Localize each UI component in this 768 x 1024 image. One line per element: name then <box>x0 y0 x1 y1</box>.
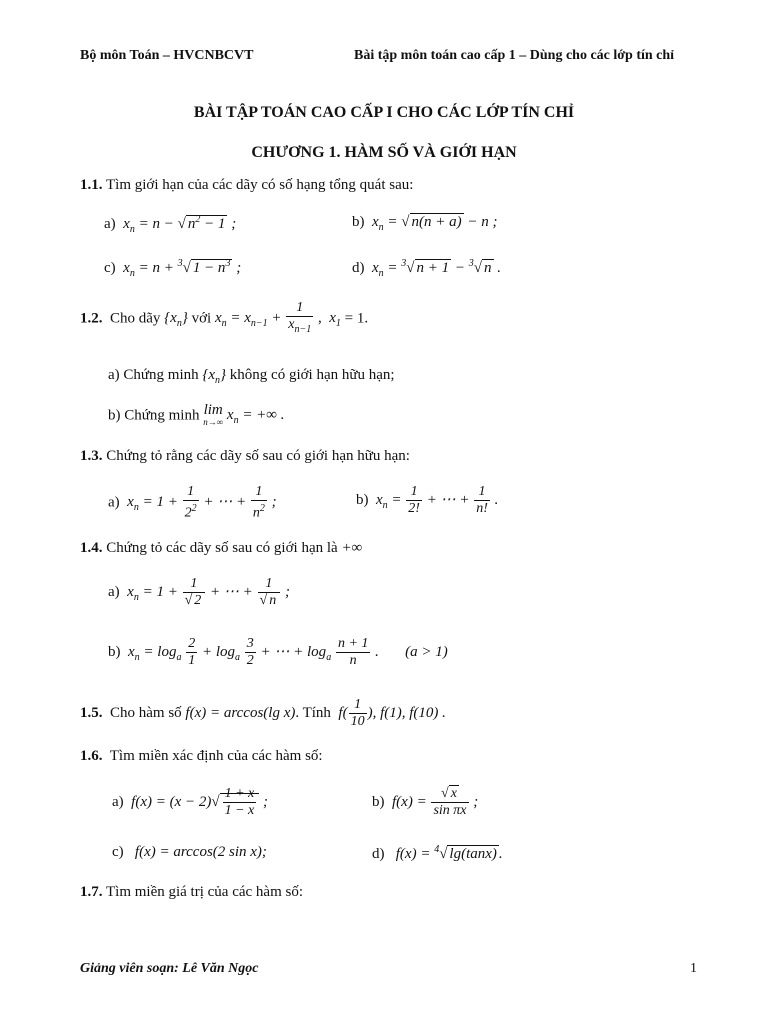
exercise-number: 1.4. <box>80 540 103 556</box>
header-left: Bộ môn Toán – HVCNBCVT <box>80 48 254 63</box>
exercise-1-4-a: a) $x_n = 1$ + $\frac{1}{√ 2}$ + ⋯ + $\frac{1}{√ n}$ ; <box>108 576 290 608</box>
exercise-1-6-d: d) f(x) = $^4$√ lg(tanx) . <box>372 844 503 862</box>
item-label: d) <box>352 260 365 276</box>
page-number: 1 <box>690 961 697 976</box>
exercise-text: Tìm miền xác định của các hàm số: <box>109 748 323 764</box>
exercise-number: 1.3. <box>80 448 103 464</box>
exercise-1-1-a: a) $x_n = n$ − √ $n^2 - 1$ ; <box>104 214 237 235</box>
item-label: a) <box>104 216 116 232</box>
exercise-1-2-a: a) Chứng minh $\{x_n\}$ không có giới hạn hữu hạn; <box>108 367 395 386</box>
exercise-1-1 <box>80 177 413 194</box>
item-label: b) <box>352 214 365 230</box>
exercise-text: Tìm giới hạn của các dãy có số hạng tổng quát sau: <box>105 177 414 193</box>
exercise-text: Cho hàm số <box>110 704 182 721</box>
exercise-1-6-b: b) f(x) = $\frac{√ x}{\text{sin πx}}$ ; <box>372 786 479 818</box>
exercise-text: Chứng tỏ các dãy số sau có giới hạn là <box>106 540 338 556</box>
item-label: a) <box>112 793 124 810</box>
exercise-1-3 <box>80 448 410 465</box>
exercise-1-4-b: b) $x_n = \log_a$ $\frac{2}{1}$ + $\log_a$ $\frac{3}{2}$ + ⋯ + $\log_a$ $\frac{n + 1}{n}$ . (a > 1) <box>108 636 448 668</box>
exercise-number: 1.7. <box>80 884 103 900</box>
item-label: c) <box>104 260 116 276</box>
exercise-number: 1.2. <box>80 310 103 327</box>
exercise-text: . Tính <box>295 704 331 721</box>
exercise-text: với <box>191 310 212 327</box>
page-title: BÀI TẬP TOÁN CAO CẤP I CHO CÁC LỚP TÍN CHỈ <box>193 104 575 121</box>
exercise-number: 1.1. <box>80 177 103 193</box>
exercise-1-6-c: c) f(x) = arccos(2 sin x); <box>112 844 267 860</box>
item-label: b) <box>356 491 369 508</box>
chapter-title: CHƯƠNG 1. HÀM SỐ VÀ GIỚI HẠN <box>251 144 517 161</box>
exercise-1-7 <box>80 884 303 901</box>
exercise-text: = 1. <box>344 310 369 327</box>
exercise-text: không có giới hạn hữu hạn; <box>229 367 395 383</box>
exercise-text: b) Chứng minh <box>108 407 200 424</box>
exercise-number: 1.6. <box>80 748 103 764</box>
item-label: b) <box>108 643 121 660</box>
item-label: a) <box>108 583 120 600</box>
exercise-1-6-a: a) f(x) = (x − 2)√ $\frac{1 + x}{1 - x}$ ; <box>112 786 269 818</box>
item-label: c) <box>112 844 124 860</box>
exercise-1-1-b: b) $x_n$ = √ n(n + a) − n ; <box>352 214 498 233</box>
item-label: d) <box>372 846 385 862</box>
exercise-1-5: 1.5. Cho hàm số f(x) = arccos(lg x). Tính f( $\frac{1}{10}$ ), f(1), f(10) . <box>80 697 446 729</box>
exercise-1-6 <box>80 748 323 765</box>
footer-author: Giảng viên soạn: Lê Văn Ngọc <box>80 961 259 976</box>
item-label: b) <box>372 793 385 810</box>
exercise-text: Cho dãy <box>110 310 161 327</box>
exercise-1-2-b: b) Chứng minh lim n→∞ $x_n$ = +∞ . <box>108 402 285 427</box>
exercise-number: 1.5. <box>80 704 103 721</box>
exercise-1-1-d: d) $x_n = ^3√$ n + 1 − $^3$√ n . <box>352 258 502 279</box>
exercise-text: a) Chứng minh <box>108 367 199 383</box>
exercise-text: Tìm miền giá trị của các hàm số: <box>105 884 303 900</box>
exercise-1-4: 1.4. Chứng tỏ các dãy số sau có giới hạn là +∞ <box>80 540 363 556</box>
exercise-1-2: 1.2. Cho dãy $\{x_n\}$ với $x_n = x_{n-1}$ + $\frac{1}{x_{n-1}}$ , $x_1 = 1$. <box>80 300 369 335</box>
item-label: a) <box>108 494 120 511</box>
exercise-1-3-b: b) $x_n$ = $\frac{1}{2!}$ + ⋯ + $\frac{1}{n!}$ . <box>356 484 499 516</box>
exercise-1-1-c: c) $x_n = n + ^3√$ $1 - n^3$ ; <box>104 258 242 279</box>
exercise-1-3-a: a) $x_n = 1$ + $\frac{1}{2^2}$ + ⋯ + $\frac{1}{n^2}$ ; <box>108 484 277 521</box>
exercise-text: Chứng tỏ rằng các dãy số sau có giới hạn hữu hạn: <box>106 448 410 464</box>
header-right: Bài tập môn toán cao cấp 1 – Dùng cho các lớp tín chỉ <box>354 48 675 63</box>
